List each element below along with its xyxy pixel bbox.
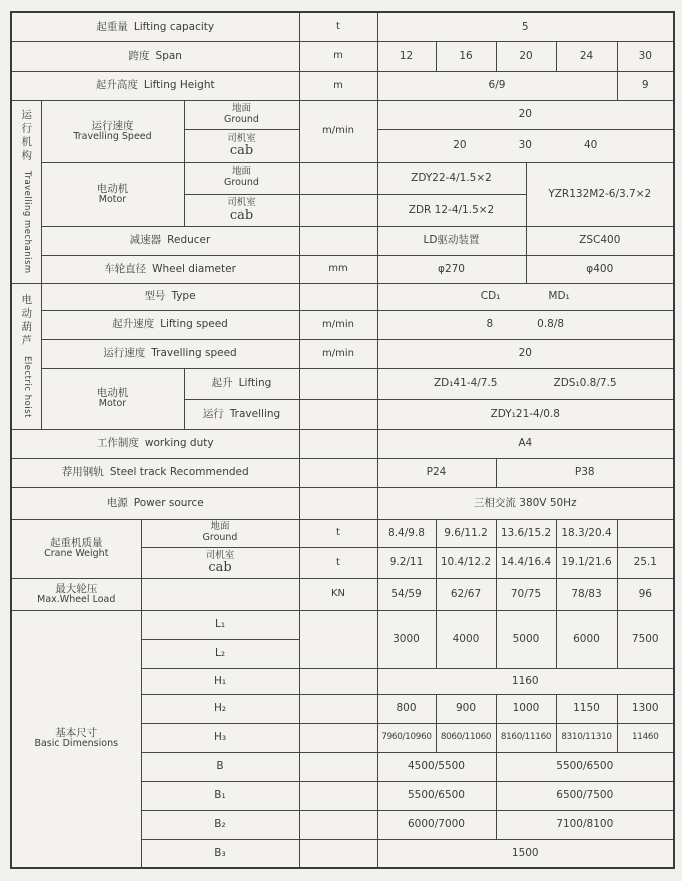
wheel-diameter-unit: mm (299, 255, 377, 283)
dim-sublabel-b1: B₁ (141, 781, 299, 810)
power-source-label (11, 487, 299, 519)
dim-h1-value: 1160 (377, 668, 674, 694)
travelling-speed-label (41, 100, 184, 162)
span-unit: m (299, 41, 377, 71)
crane-weight-value: 13.6/15.2 (496, 519, 556, 547)
cab-speed-value: 20 (453, 139, 467, 152)
dim-b2-value: 6000/7000 (377, 810, 496, 839)
sublabel-zh: 地面 (231, 102, 251, 114)
hoist-lifting-speed-value: 8 (486, 318, 494, 331)
span-label (11, 41, 299, 71)
label-zh: 起升速度 (112, 318, 155, 331)
dim-sublabel-l2: L₂ (141, 639, 299, 668)
section-label-en: Travelling mechanism (22, 171, 33, 274)
row-power-source (11, 487, 674, 519)
label-en: Wheel diameter (152, 262, 236, 275)
dim-sublabel-b: B (141, 752, 299, 781)
row-wheel-diameter (11, 255, 674, 283)
label-zh: 减速器 (129, 234, 162, 247)
span-value: 16 (436, 41, 496, 71)
lifting-capacity-unit: t (299, 12, 377, 41)
max-wheel-load-value: 54/59 (377, 578, 436, 610)
sublabel-zh: 司机室 (205, 549, 235, 561)
section-label-en: Electric hoist (22, 356, 33, 418)
empty-unit-cell (299, 162, 377, 194)
sublabel-en: cab (229, 143, 254, 159)
sublabel-zh: 起升 (211, 377, 233, 390)
dim-h3-value: 8310/11310 (556, 723, 617, 752)
label-en: Reducer (167, 234, 211, 247)
row-dim-l1 (11, 610, 674, 639)
dim-b1-value: 5500/6500 (377, 781, 496, 810)
label-zh: 起升高度 (95, 79, 138, 92)
crane-weight-value (617, 519, 674, 547)
row-reducer (11, 226, 674, 255)
max-wheel-load-value: 62/67 (436, 578, 496, 610)
label-zh: 起重机质量 (50, 537, 103, 549)
row-hoist-lifting-speed (11, 310, 674, 339)
working-duty-label (11, 429, 299, 458)
label-en: Steel track Recommended (109, 466, 249, 479)
motor-cab-value: ZDR 12-4/1.5×2 (377, 194, 526, 226)
label-en: Lifting Height (143, 79, 215, 92)
label-en: Lifting speed (160, 318, 228, 331)
travelling-speed-cab-values (377, 129, 674, 162)
hoist-lifting-speed-value: 0.8/8 (537, 318, 565, 331)
max-wheel-load-value: 70/75 (496, 578, 556, 610)
max-wheel-load-value: 78/83 (556, 578, 617, 610)
empty-unit-cell (299, 399, 377, 429)
dim-l-value: 6000 (556, 610, 617, 668)
dim-sublabel-h2: H₂ (141, 694, 299, 723)
motor-ground-value: ZDY22-4/1.5×2 (377, 162, 526, 194)
label-en: working duty (144, 437, 214, 450)
sublabel-en: Ground (224, 113, 259, 125)
lifting-height-unit: m (299, 71, 377, 100)
empty-unit-cell (299, 487, 377, 519)
lifting-height-value-main: 6/9 (377, 71, 617, 100)
dim-sublabel-h1: H₁ (141, 668, 299, 694)
label-zh: 工作制度 (96, 437, 139, 450)
dim-sublabel-h3: H₃ (141, 723, 299, 752)
dim-sublabel-l1: L₁ (141, 610, 299, 639)
dim-h3-value: 7960/10960 (377, 723, 436, 752)
crane-weight-value: 19.1/21.6 (556, 547, 617, 578)
wheel-diameter-left-value: φ270 (377, 255, 526, 283)
max-wheel-load-label (11, 578, 141, 610)
travelling-speed-unit: m/min (299, 100, 377, 162)
sublabel-en: Ground (224, 177, 259, 188)
dim-l-value: 5000 (496, 610, 556, 668)
steel-track-label (11, 458, 299, 487)
dim-l-value: 3000 (377, 610, 436, 668)
dim-b-value: 5500/6500 (496, 752, 674, 781)
hoist-lifting-speed-label (41, 310, 299, 339)
empty-sublabel-cell (141, 578, 299, 610)
reducer-label (41, 226, 299, 255)
crane-weight-value: 9.2/11 (377, 547, 436, 578)
empty-unit-cell (299, 610, 377, 668)
label-zh: 荐用钢轨 (61, 466, 104, 479)
sublabel-en: Lifting (238, 377, 272, 390)
dim-h3-value: 8060/11060 (436, 723, 496, 752)
hoist-motor-lifting-value: ZD₁41-4/7.5 (433, 377, 498, 390)
sublabel-zh: 运行 (202, 407, 224, 420)
dim-l-value: 7500 (617, 610, 674, 668)
dim-l-value: 4000 (436, 610, 496, 668)
reducer-left-value: LD驱动装置 (377, 226, 526, 255)
hoist-travelling-speed-label (41, 339, 299, 368)
dim-h3-value: 8160/11160 (496, 723, 556, 752)
crane-weight-value: 14.4/16.4 (496, 547, 556, 578)
empty-unit-cell (299, 283, 377, 310)
empty-unit-cell (299, 723, 377, 752)
empty-unit-cell (299, 752, 377, 781)
label-en: Travelling speed (151, 347, 237, 360)
ground-sublabel (184, 100, 299, 129)
sublabel-en: Ground (202, 532, 238, 543)
empty-unit-cell (299, 429, 377, 458)
label-zh: 基本尺寸 (55, 727, 98, 740)
dim-b2-value: 7100/8100 (496, 810, 674, 839)
row-crane-weight-ground (11, 519, 674, 547)
hoist-motor-travelling-value: ZDY₁21-4/0.8 (377, 399, 674, 429)
dim-h3-value: 11460 (617, 723, 674, 752)
dim-sublabel-b2: B₂ (141, 810, 299, 839)
hoist-motor-travelling-sublabel (184, 399, 299, 429)
dim-h2-value: 1000 (496, 694, 556, 723)
row-steel-track (11, 458, 674, 487)
lifting-capacity-label (11, 12, 299, 41)
label-zh: 车轮直径 (104, 262, 147, 275)
hoist-lifting-speed-unit: m/min (299, 310, 377, 339)
label-en: Crane Weight (44, 548, 109, 560)
label-zh: 运行速度 (91, 119, 134, 132)
dim-h2-value: 1150 (556, 694, 617, 723)
empty-unit-cell (299, 668, 377, 694)
empty-unit-cell (299, 839, 377, 868)
power-source-value: 三相交流 380V 50Hz (377, 487, 674, 519)
row-max-wheel-load (11, 578, 674, 610)
crane-weight-ground-unit: t (299, 519, 377, 547)
crane-weight-label (11, 519, 141, 578)
dim-h2-value: 1300 (617, 694, 674, 723)
ground-sublabel (141, 519, 299, 547)
hoist-motor-lifting-sublabel (184, 368, 299, 399)
crane-weight-cab-unit: t (299, 547, 377, 578)
section-label-zh: 电动葫芦 (20, 294, 33, 349)
sublabel-zh: 司机室 (227, 197, 256, 209)
sublabel-en: cab (229, 207, 254, 223)
motor-label (41, 162, 184, 226)
section-travelling-mechanism (11, 100, 41, 283)
label-zh: 电源 (106, 496, 128, 509)
crane-weight-value: 25.1 (617, 547, 674, 578)
cab-speed-value: 30 (518, 139, 532, 152)
section-label-zh: 运行机构 (20, 109, 33, 164)
wheel-diameter-label (41, 255, 299, 283)
row-hoist-travelling-speed (11, 339, 674, 368)
hoist-type-value: MD₁ (548, 290, 570, 303)
label-en: Motor (98, 398, 127, 410)
hoist-travelling-speed-value: 20 (377, 339, 674, 368)
cab-sublabel (184, 194, 299, 226)
section-electric-hoist (11, 283, 41, 429)
crane-weight-value: 18.3/20.4 (556, 519, 617, 547)
empty-unit-cell (299, 810, 377, 839)
label-en: Basic Dimensions (34, 738, 119, 750)
wheel-diameter-right-value: φ400 (526, 255, 674, 283)
empty-unit-cell (299, 194, 377, 226)
empty-unit-cell (299, 458, 377, 487)
reducer-right-value: ZSC400 (526, 226, 674, 255)
steel-track-left-value: P24 (377, 458, 496, 487)
dim-b3-value: 1500 (377, 839, 674, 868)
lifting-capacity-value: 5 (377, 12, 674, 41)
label-en: Power source (133, 496, 204, 509)
cab-sublabel (141, 547, 299, 578)
hoist-motor-lifting-value: ZDS₁0.8/7.5 (553, 377, 617, 390)
max-wheel-load-unit: KN (299, 578, 377, 610)
label-en: Lifting capacity (133, 20, 215, 33)
ground-sublabel (184, 162, 299, 194)
span-value: 30 (617, 41, 674, 71)
hoist-type-value: CD₁ (480, 290, 501, 303)
row-hoist-type (11, 283, 674, 310)
crane-weight-value: 9.6/11.2 (436, 519, 496, 547)
crane-spec-table (10, 11, 675, 869)
hoist-type-label (41, 283, 299, 310)
empty-unit-cell (299, 781, 377, 810)
crane-weight-value: 10.4/12.2 (436, 547, 496, 578)
label-zh: 跨度 (128, 49, 150, 62)
crane-weight-value: 8.4/9.8 (377, 519, 436, 547)
row-working-duty (11, 429, 674, 458)
label-en: Travelling Speed (73, 130, 152, 142)
row-span (11, 41, 674, 71)
label-zh: 起重量 (96, 20, 128, 33)
travelling-speed-ground-value: 20 (377, 100, 674, 129)
max-wheel-load-value: 96 (617, 578, 674, 610)
working-duty-value: A4 (377, 429, 674, 458)
row-hoist-motor-lifting (11, 368, 674, 399)
cab-speed-value: 40 (583, 139, 598, 152)
sublabel-zh: 司机室 (227, 132, 256, 144)
label-en: Max.Wheel Load (37, 593, 116, 605)
label-zh: 最大轮压 (55, 582, 98, 595)
sublabel-zh: 地面 (210, 521, 230, 533)
dim-h2-value: 900 (436, 694, 496, 723)
span-value: 20 (496, 41, 556, 71)
row-motor-ground (11, 162, 674, 194)
label-zh: 型号 (144, 290, 166, 303)
lifting-height-label (11, 71, 299, 100)
basic-dimensions-label (11, 610, 141, 868)
hoist-type-values (377, 283, 674, 310)
span-value: 24 (556, 41, 617, 71)
lifting-height-value-last: 9 (617, 71, 674, 100)
row-lifting-capacity (11, 12, 674, 41)
dim-sublabel-b3: B₃ (141, 839, 299, 868)
label-en: Type (171, 290, 196, 303)
steel-track-right-value: P38 (496, 458, 674, 487)
span-value: 12 (377, 41, 436, 71)
label-zh: 运行速度 (103, 347, 146, 360)
hoist-lifting-speed-values (377, 310, 674, 339)
motor-merged-value: YZR132M2-6/3.7×2 (526, 162, 674, 226)
sublabel-en: Travelling (229, 407, 281, 420)
sublabel-en: cab (208, 560, 232, 576)
label-zh: 电动机 (96, 387, 129, 399)
empty-unit-cell (299, 226, 377, 255)
hoist-motor-lifting-values (377, 368, 674, 399)
cab-sublabel (184, 129, 299, 162)
row-lifting-height (11, 71, 674, 100)
hoist-motor-label (41, 368, 184, 429)
empty-unit-cell (299, 368, 377, 399)
label-en: Motor (98, 193, 127, 205)
row-travelling-speed-ground (11, 100, 674, 129)
label-zh: 电动机 (96, 182, 129, 195)
dim-h2-value: 800 (377, 694, 436, 723)
label-en: Span (155, 49, 182, 62)
sublabel-zh: 地面 (231, 166, 251, 178)
dim-b1-value: 6500/7500 (496, 781, 674, 810)
dim-b-value: 4500/5500 (377, 752, 496, 781)
empty-unit-cell (299, 694, 377, 723)
hoist-travelling-speed-unit: m/min (299, 339, 377, 368)
